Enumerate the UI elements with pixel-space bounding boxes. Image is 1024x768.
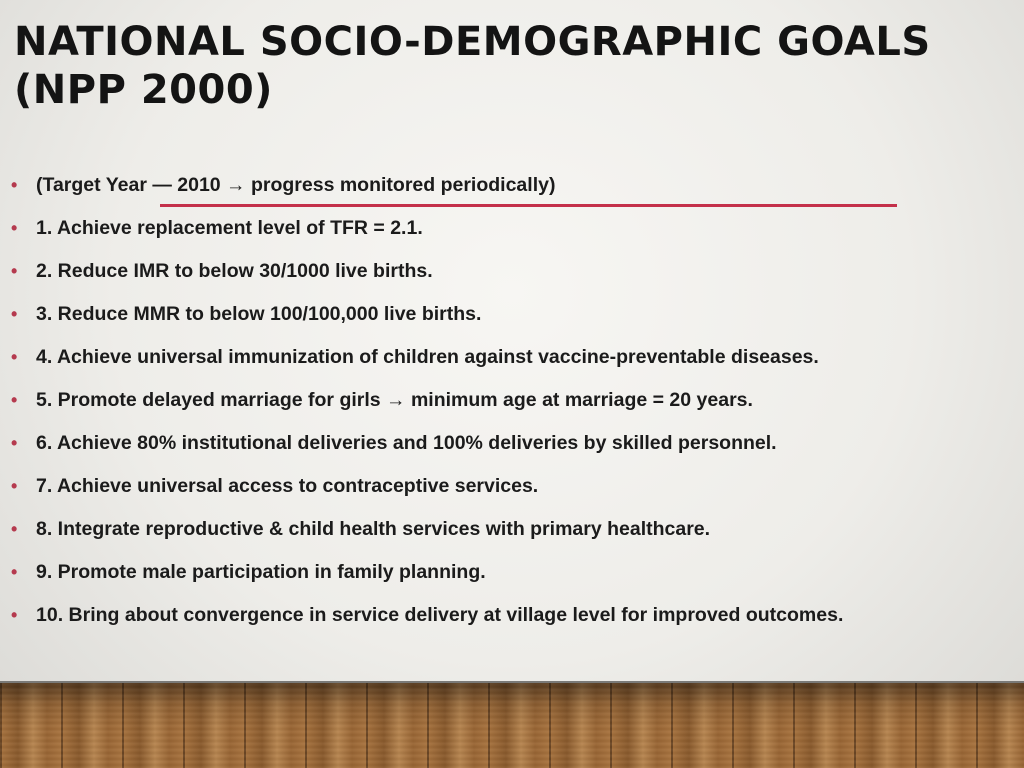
goals-list xyxy=(0,166,1024,639)
bullet-dot-icon: • xyxy=(11,476,18,496)
list-item xyxy=(0,209,1024,252)
list-item-text: (Target Year — 2010 → progress monitored periodically) xyxy=(36,174,556,196)
wood-floor-background xyxy=(0,683,1024,768)
bullet-dot-icon: • xyxy=(11,390,18,410)
list-item-text: 8. Integrate reproductive & child health services with primary healthcare. xyxy=(36,518,711,540)
list-item-text: 1. Achieve replacement level of TFR = 2.1. xyxy=(36,217,423,239)
list-item-text: 4. Achieve universal immunization of children against vaccine-preventable diseases. xyxy=(36,346,819,368)
bullet-dot-icon: • xyxy=(11,433,18,453)
list-item xyxy=(0,467,1024,510)
list-item xyxy=(0,424,1024,467)
list-item xyxy=(0,295,1024,338)
list-item xyxy=(0,510,1024,553)
list-item xyxy=(0,166,1024,209)
bullet-dot-icon: • xyxy=(11,261,18,281)
bullet-dot-icon: • xyxy=(11,175,18,195)
list-item xyxy=(0,381,1024,424)
accent-underline xyxy=(160,204,897,207)
list-item-text: 5. Promote delayed marriage for girls → minimum age at marriage = 20 years. xyxy=(36,389,753,411)
list-item-text: 2. Reduce IMR to below 30/1000 live births. xyxy=(36,260,433,282)
list-item-text: 6. Achieve 80% institutional deliveries and 100% deliveries by skilled personnel. xyxy=(36,432,777,454)
bullet-dot-icon: • xyxy=(11,519,18,539)
list-item xyxy=(0,252,1024,295)
bullet-dot-icon: • xyxy=(11,605,18,625)
bullet-dot-icon: • xyxy=(11,304,18,324)
slide-title: NATIONAL SOCIO-DEMOGRAPHIC GOALS (NPP 2000) xyxy=(14,19,931,113)
list-item-text: 7. Achieve universal access to contraceptive services. xyxy=(36,475,539,497)
list-item-text: 9. Promote male participation in family planning. xyxy=(36,561,486,583)
list-item xyxy=(0,553,1024,596)
list-item xyxy=(0,338,1024,381)
list-item-text: 3. Reduce MMR to below 100/100,000 live births. xyxy=(36,303,482,325)
bullet-dot-icon: • xyxy=(11,347,18,367)
list-item-text: 10. Bring about convergence in service delivery at village level for improved outcomes. xyxy=(36,604,844,626)
bullet-dot-icon: • xyxy=(11,562,18,582)
bullet-dot-icon: • xyxy=(11,218,18,238)
list-item xyxy=(0,596,1024,639)
